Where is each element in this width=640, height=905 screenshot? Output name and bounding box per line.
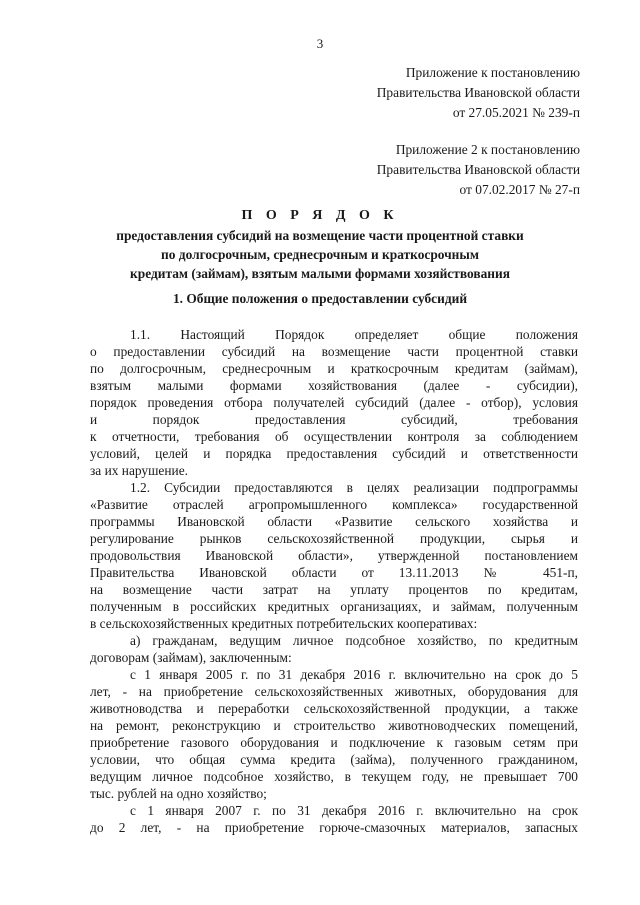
body-text-line: порядок проведения отбора получателей субсидий (далее - отбор), условия — [90, 395, 578, 410]
document-subtitle-line-3: кредитам (займам), взятым малыми формами хозяйствования — [130, 266, 510, 281]
appendix-1-line-1: Приложение к постановлению — [405, 65, 580, 80]
body-text-line: лет, - на приобретение сельскохозяйственных животных, оборудования для — [90, 684, 578, 699]
section-1-body — [90, 326, 578, 836]
body-text-line: 1.2. Субсидии предоставляются в целях реализации подпрограммы — [130, 480, 578, 495]
body-text-line: условий, целей и порядка предоставления субсидий и ответственности — [90, 446, 578, 461]
appendix-reference-2 — [377, 140, 580, 200]
body-text-line: к отчетности, требования об осуществлении контроля за соблюдением — [90, 429, 578, 444]
page-number: 3 — [316, 36, 324, 51]
body-text-line: с 1 января 2007 г. по 31 декабря 2016 г. включительно на срок — [130, 803, 578, 818]
body-text-line: Правительства Ивановской области от 13.11.2013 № 451-п, — [90, 565, 578, 580]
body-text-line: с 1 января 2005 г. по 31 декабря 2016 г. включительно на срок до 5 — [130, 667, 578, 682]
body-text-line: тыс. рублей на одно хозяйство; — [90, 786, 267, 801]
body-text-line: программы Ивановской области «Развитие сельского хозяйства и — [90, 514, 578, 529]
body-text-line: взятым малыми формами хозяйствования (далее - субсидии), — [90, 378, 578, 393]
appendix-2-line-3: от 07.02.2017 № 27-п — [459, 182, 580, 197]
body-text-line: животноводства и переработки сельскохозяйственной продукции, а также — [90, 701, 578, 716]
document-subtitle-line-2: по долгосрочным, среднесрочным и краткосрочным — [161, 247, 479, 262]
body-text-line: регулирование рынков сельскохозяйственной продукции, сырья и — [90, 531, 578, 546]
appendix-1-line-3: от 27.05.2021 № 239-п — [452, 105, 580, 120]
body-text-line: условии, что общая сумма кредита (займа), полученного гражданином, — [90, 752, 578, 767]
appendix-2-line-1: Приложение 2 к постановлению — [395, 142, 580, 157]
body-text-line: 1.1. Настоящий Порядок определяет общие положения — [130, 327, 578, 342]
body-text-line: и порядок предоставления субсидий, требования — [90, 412, 578, 427]
body-text-line: а) гражданам, ведущим личное подсобное хозяйство, по кредитным — [130, 633, 578, 648]
body-text-line: полученным в российских кредитных организациях, и займам, полученным — [90, 599, 578, 614]
document-title: П О Р Я Д О К — [241, 208, 399, 223]
appendix-1-line-2: Правительства Ивановской области — [376, 85, 580, 100]
body-text-line: по долгосрочным, среднесрочным и краткосрочным кредитам (займам), — [90, 361, 578, 376]
body-text-line: продовольствия Ивановской области», утвержденной постановлением — [90, 548, 578, 563]
body-text-line: о предоставлении субсидий на возмещение части процентной ставки — [90, 344, 578, 359]
appendix-reference-1 — [377, 63, 580, 123]
body-text-line: в сельскохозяйственных кредитных потребительских кооперативах: — [90, 616, 478, 631]
document-title-block — [60, 206, 580, 283]
appendix-2-line-2: Правительства Ивановской области — [376, 162, 580, 177]
body-text-line: ведущим личное подсобное хозяйство, в текущем году, не превышает 700 — [90, 769, 578, 784]
section-1-heading: 1. Общие положения о предоставлении субсидий — [172, 291, 468, 306]
body-text-line: «Развитие отраслей агропромышленного комплекса» государственной — [90, 497, 578, 512]
body-text-line: до 2 лет, - на приобретение горюче-смазочных материалов, запасных — [90, 820, 578, 835]
body-text-line: приобретение газового оборудования и подключение к газовым сетям при — [90, 735, 578, 750]
document-subtitle-line-1: предоставления субсидий на возмещение части процентной ставки — [116, 228, 524, 243]
body-text-line: договорам (займам), заключенным: — [90, 650, 292, 665]
body-text-line: за их нарушение. — [90, 463, 188, 478]
body-text-line: на возмещение части затрат на уплату процентов по кредитам, — [90, 582, 578, 597]
body-text-line: на ремонт, реконструкцию и строительство животноводческих помещений, — [90, 718, 578, 733]
